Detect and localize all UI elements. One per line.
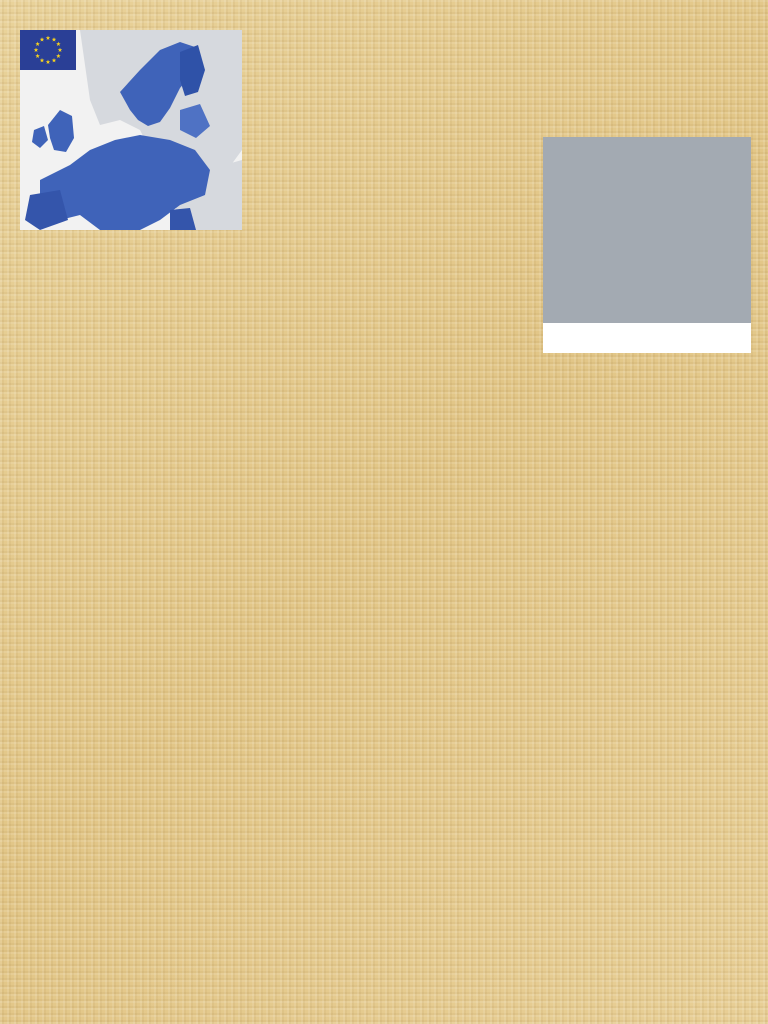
iberia-shape [25,190,68,230]
ireland-shape [32,126,48,148]
eu-star-circle [543,137,751,323]
logo-label-strip [543,323,751,353]
europe-map-graphic [20,30,242,230]
europe-map-image [20,30,242,230]
eu-logo-card [543,137,751,353]
british-isles-shape [48,110,74,152]
